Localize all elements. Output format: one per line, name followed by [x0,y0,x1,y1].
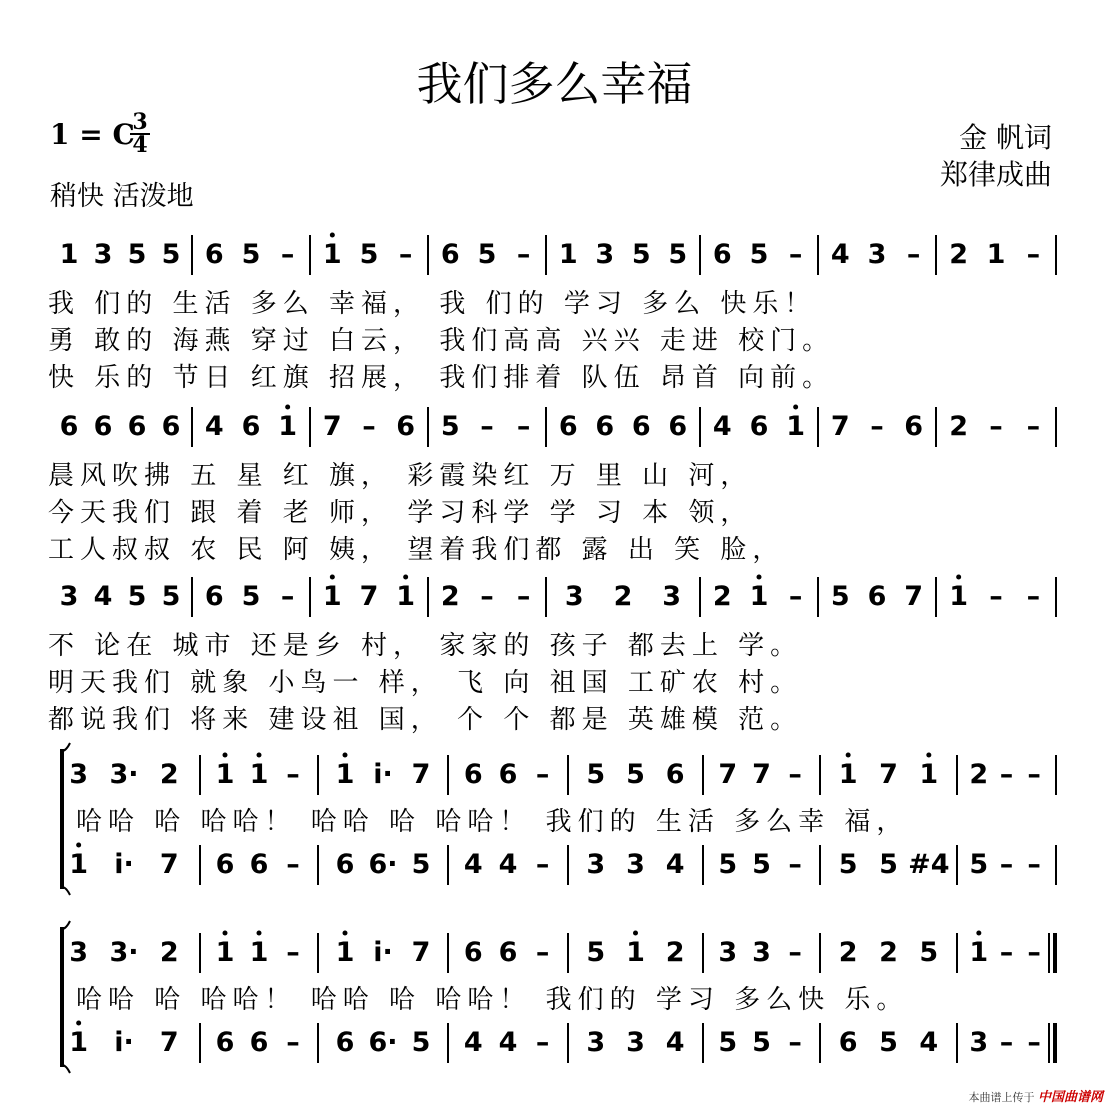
note: 1 [749,581,769,612]
key-signature: 1 = C [50,118,135,151]
note: 1 [322,239,342,270]
note: 1 [215,759,235,790]
note: – [1026,411,1041,442]
note: 1 [986,239,1006,270]
note: – [535,937,550,968]
note: 2 [969,759,989,790]
note: 6 [595,411,615,442]
lyric-line: 我 们的 生活 多么 幸福， 我 们的 学习 多么 快乐！ [48,289,817,319]
lyric-line: 晨风吹拂 五 星 红 旗， 彩霞染红 万 里 山 河， [48,461,753,491]
note: 3 [969,1027,989,1058]
note: 1 [249,937,269,968]
high-octave-dot [633,931,638,936]
note: 6 [558,411,578,442]
note: – [516,581,531,612]
bracket-bottom [62,1065,70,1073]
note: #4 [908,849,950,880]
note: 5 [919,937,939,968]
note: – [989,411,1003,442]
note: 4 [665,1027,685,1058]
note: 6 [668,411,688,442]
note: 6 [204,581,224,612]
note: 6· [368,849,398,880]
note: – [516,239,531,270]
note: 1 [278,411,298,442]
note: 5 [241,239,261,270]
note: 6 [93,411,113,442]
note: i· [373,759,393,790]
note: 5 [838,849,858,880]
note: 3· [109,937,139,968]
note: 3 [626,1027,645,1058]
note: – [516,411,531,442]
note: 4 [830,239,850,270]
high-octave-dot [846,753,851,758]
note: 5 [969,849,989,880]
note: 5 [879,1027,898,1058]
note: 5 [718,1027,738,1058]
note: 1 [838,759,858,790]
note: – [1027,937,1041,968]
note: i· [114,1027,134,1058]
note: 7 [879,759,898,790]
note: 6· [368,1027,398,1058]
note: – [480,581,494,612]
note: 1 [919,759,939,790]
note: 4 [463,849,483,880]
note: 5 [440,411,460,442]
lyric-line: 都说我们 将来 建设祖 国， 个 个 都是 英雄模 范。 [48,705,803,735]
high-octave-dot [257,753,262,758]
note: 6 [127,411,147,442]
high-octave-dot [330,233,335,238]
note: 5 [749,239,769,270]
note: – [1026,581,1041,612]
note: 3 [718,937,738,968]
high-octave-dot [926,753,931,758]
note: 6 [396,411,416,442]
note: 6 [215,849,235,880]
note: – [286,937,300,968]
note: 7 [752,759,771,790]
note: 6 [161,411,181,442]
note: i· [373,937,393,968]
note: 1 [558,239,578,270]
note: – [788,581,803,612]
note: 5 [626,759,645,790]
note: – [362,411,376,442]
note: 6 [838,1027,858,1058]
note: 6 [665,759,685,790]
note: – [280,239,295,270]
note: 5 [477,239,497,270]
note: – [788,937,802,968]
note: 1 [322,581,342,612]
composer-credit: 郑律成曲 [939,158,1052,191]
note: 6 [204,239,224,270]
high-octave-dot [757,575,762,580]
note: 3 [586,849,606,880]
note: 6 [215,1027,235,1058]
note: 4 [204,411,224,442]
note: 2 [949,411,969,442]
note: 7 [411,759,431,790]
note: 7 [904,581,924,612]
note: – [480,411,494,442]
note: 3 [93,239,113,270]
note: 1 [969,937,989,968]
high-octave-dot [223,753,228,758]
note: 3 [662,581,682,612]
bracket-top [62,921,70,929]
note: – [1027,849,1041,880]
bracket-top [62,743,70,751]
note: 2 [838,937,858,968]
note: 2 [159,937,179,968]
note: – [999,849,1014,880]
note: 7 [830,411,850,442]
lyric-line: 不 论在 城市 还是乡 村， 家家的 孩子 都去上 学。 [48,631,803,661]
note: – [1027,1027,1041,1058]
note: 5 [411,1027,431,1058]
note: 5 [718,849,738,880]
note: 3 [752,937,771,968]
note: – [788,849,802,880]
note: 4 [498,849,518,880]
note: 6 [335,1027,355,1058]
note: 1 [59,239,79,270]
lyric-line: 今天我们 跟 着 老 师， 学习科学 学 习 本 领， [48,498,753,528]
note: 1 [69,849,89,880]
high-octave-dot [76,1021,81,1026]
note: 5 [161,581,181,612]
note: 1 [249,759,269,790]
note: – [999,937,1014,968]
tempo-marking: 稍快 活泼地 [50,181,194,212]
note: 3 [867,239,887,270]
high-octave-dot [793,405,798,410]
note: – [286,1027,300,1058]
lyric-line: 勇 敢的 海燕 穿过 白云， 我们高高 兴兴 走进 校门。 [48,326,835,356]
note: 2 [613,581,633,612]
note: 7 [322,411,342,442]
note: 4 [498,1027,518,1058]
note: 7 [159,849,179,880]
note: 4 [665,849,685,880]
note: 7 [359,581,379,612]
note: 5 [879,849,898,880]
note: 2 [949,239,969,270]
lyric-line: 快 乐的 节日 红旗 招展， 我们排着 队伍 昂首 向前。 [48,363,835,393]
high-octave-dot [257,931,262,936]
note: – [989,581,1003,612]
high-octave-dot [343,753,348,758]
note: 2 [440,581,460,612]
note: 6 [749,411,769,442]
note: – [286,759,300,790]
note: 7 [411,937,431,968]
note: 6 [249,1027,269,1058]
note: – [999,1027,1014,1058]
note: 7 [159,1027,179,1058]
note: 6 [867,581,887,612]
note: 5 [161,239,181,270]
note: 2 [665,937,685,968]
note: – [1026,239,1041,270]
note: 3 [626,849,645,880]
high-octave-dot [285,405,290,410]
lyric-line: 哈哈 哈 哈哈！ 哈哈 哈 哈哈！ 我们的 学习 多么快 乐。 [76,985,909,1015]
note: 5 [752,1027,771,1058]
note: 3 [564,581,584,612]
note: 5 [411,849,431,880]
footer-credit [968,1086,1103,1105]
note: 1 [69,1027,89,1058]
note: 6 [241,411,261,442]
note: 6 [249,849,269,880]
note: 4 [93,581,113,612]
note: – [535,1027,550,1058]
note: 1 [626,937,645,968]
note: 4 [712,411,732,442]
note: 6 [463,937,483,968]
time-signature-bottom: 4 [132,132,148,158]
note: 3 [586,1027,606,1058]
note: 6 [463,759,483,790]
note: 4 [919,1027,939,1058]
note: 6 [498,937,518,968]
note: 6 [498,759,518,790]
note: 2 [159,759,179,790]
high-octave-dot [223,931,228,936]
note: – [788,239,803,270]
note: 5 [241,581,261,612]
note: 5 [668,239,688,270]
note: 5 [586,759,606,790]
note: 5 [752,849,771,880]
note: 6 [335,849,355,880]
lyric-line: 明天我们 就象 小鸟一 样， 飞 向 祖国 工矿农 村。 [48,668,803,698]
note: 5 [127,581,147,612]
note: – [286,849,300,880]
note: 7 [718,759,738,790]
bracket-bottom [62,887,70,895]
note: 6 [904,411,924,442]
note: – [788,1027,802,1058]
note: 1 [335,759,355,790]
lyric-line: 哈哈 哈 哈哈！ 哈哈 哈 哈哈！ 我们的 生活 多么幸 福， [76,807,909,837]
note: – [535,849,550,880]
note: 1 [786,411,806,442]
note: 5 [127,239,147,270]
site-logo: 中国曲谱网 [1037,1090,1103,1105]
lyricist-credit: 金 帆词 [959,121,1052,154]
note: 3 [69,937,89,968]
note: 3· [109,759,139,790]
note: 5 [586,937,606,968]
note: 6 [712,239,732,270]
high-octave-dot [976,931,981,936]
note: 3 [59,581,79,612]
note: – [398,239,413,270]
note: 1 [396,581,416,612]
note: 5 [631,239,651,270]
note: 5 [359,239,379,270]
note: 3 [69,759,89,790]
high-octave-dot [956,575,961,580]
high-octave-dot [403,575,408,580]
high-octave-dot [330,575,335,580]
song-title: 我们多么幸福 [416,57,693,111]
note: 6 [631,411,651,442]
note: 2 [712,581,732,612]
high-octave-dot [343,931,348,936]
time-signature-top: 3 [132,109,148,135]
note: – [280,581,295,612]
note: 5 [830,581,850,612]
note: 6 [440,239,460,270]
note: – [906,239,921,270]
footer-prefix: 本曲谱上传于 [968,1091,1035,1104]
high-octave-dot [76,843,81,848]
note: 1 [335,937,355,968]
note: 1 [215,937,235,968]
note: – [535,759,550,790]
note: – [788,759,802,790]
note: – [999,759,1014,790]
note: – [1027,759,1041,790]
note: 2 [879,937,898,968]
note: 6 [59,411,79,442]
note: 1 [949,581,969,612]
note: 4 [463,1027,483,1058]
lyric-line: 工人叔叔 农 民 阿 姨， 望着我们都 露 出 笑 脸， [48,535,785,565]
note: – [870,411,884,442]
note: i· [114,849,134,880]
note: 3 [595,239,615,270]
